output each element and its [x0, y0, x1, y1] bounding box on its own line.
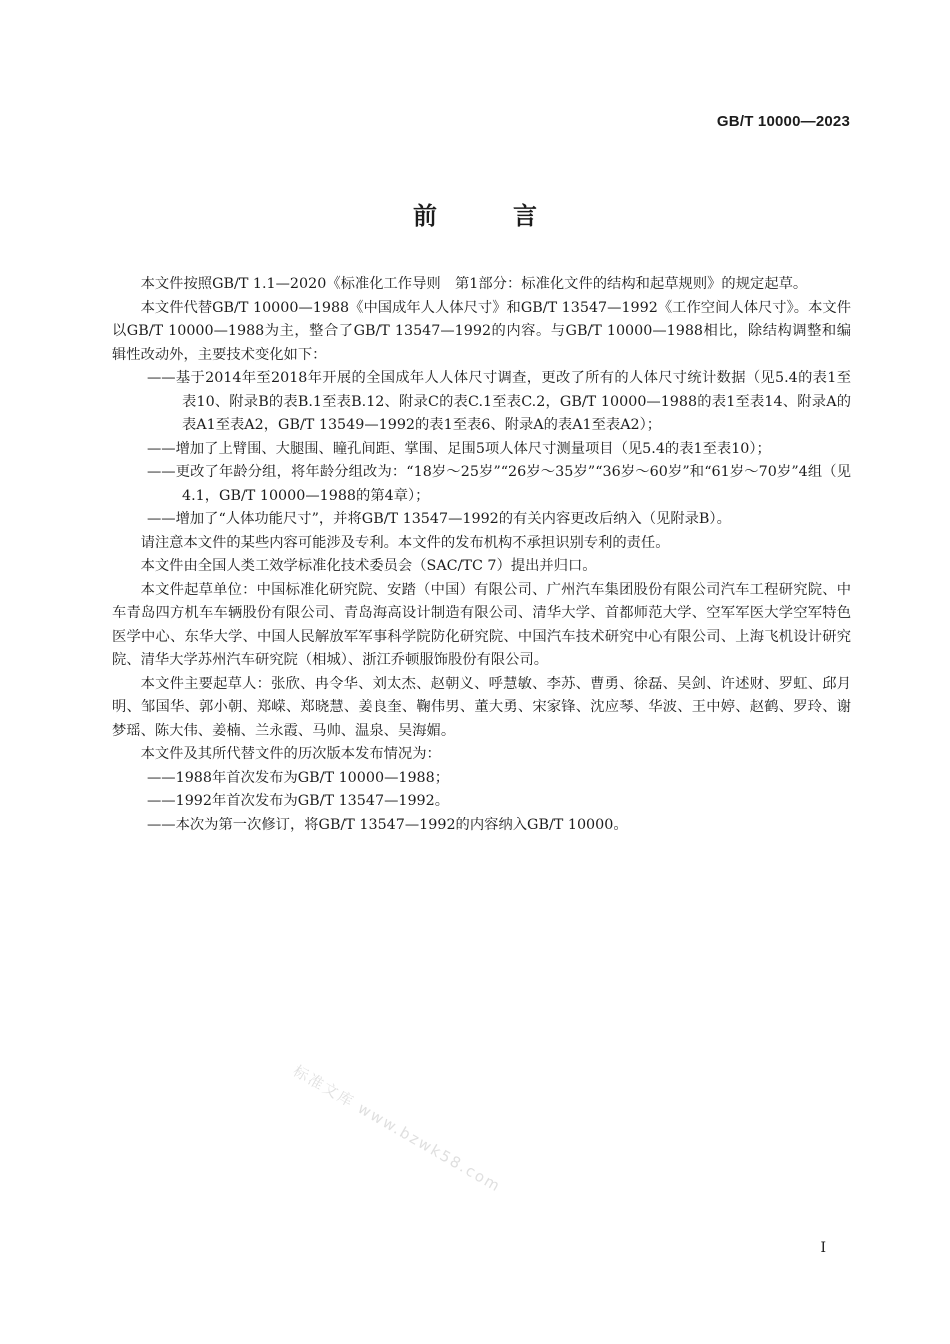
page-title: 前 言: [413, 201, 563, 230]
list-item: ——1992年首次发布为GB/T 13547—1992。: [147, 793, 450, 809]
paragraph: 本文件由全国人类工效学标准化技术委员会（SAC/TC 7）提出并归口。: [140, 558, 597, 574]
paragraph: 本文件及其所代替文件的历次版本发布情况为：: [140, 746, 441, 762]
page-number: I: [820, 1240, 826, 1256]
paragraph: 本文件起草单位：中国标准化研究院、安踏（中国）有限公司、广州汽车集团股份有限公司汽车工程研究院、中车青岛四方机车车辆股份有限公司、青岛海高设计制造有限公司、清华大学、首都师范大学、空军军医大学空军特色医学中心、东华大学、中国人民解放军军事科学院防化研究院、中国汽车技术研究中心有限公司、上海飞机设计研究院、清华大学苏州汽车研究院（相城）、浙江乔顿服饰股份有限公司。: [112, 581, 851, 668]
list-item: ——本次为第一次修订，将GB/T 13547—1992的内容纳入GB/T 10000。: [147, 816, 628, 833]
paragraph: 请注意本文件的某些内容可能涉及专利。本文件的发布机构不承担识别专利的责任。: [140, 534, 670, 551]
foreword-body: [112, 273, 851, 837]
list-item: ——基于2014年至2018年开展的全国成年人人体尺寸调查，更改了所有的人体尺寸统计数据（见5.4的表1至表10、附录B的表B.1至表B.12、附录C的表C.1至表C.2，GB/T 10000—1988的表1至表14、附录A的表A1至表A2，GB/T 13549—1992的表1至表6、附录A的表A1至表A2）；: [147, 370, 851, 433]
list-item: ——增加了上臂围、大腿围、瞳孔间距、掌围、足围5项人体尺寸测量项目（见5.4的表1至表10）；: [147, 440, 771, 457]
list-item: ——1988年首次发布为GB/T 10000—1988；: [147, 769, 450, 786]
paragraph: 本文件代替GB/T 10000—1988《中国成年人人体尺寸》和GB/T 13547—1992《工作空间人体尺寸》。本文件以GB/T 10000—1988为主，整合了GB/T 13547—1992的内容。与GB/T 10000—1988相比，除结构调整和编辑性改动外，主要技术变化如下：: [112, 299, 851, 363]
list-item: ——更改了年龄分组，将年龄分组改为：“18岁～25岁”“26岁～35岁”“36岁～60岁”和“61岁～70岁”4组（见4.1，GB/T 10000—1988的第4章）；: [147, 464, 851, 504]
paragraph: 本文件按照GB/T 1.1—2020《标准化工作导则 第1部分：标准化文件的结构和起草规则》的规定起草。: [140, 276, 808, 292]
paragraph: 本文件主要起草人：张欣、冉令华、刘太杰、赵朝义、呼慧敏、李苏、曹勇、徐磊、吴剑、许述财、罗虹、邱月明、邹国华、郭小朝、郑嵘、郑晓慧、姜良奎、鞠伟男、董大勇、宋家锋、沈应琴、华波、王中婷、赵鹤、罗玲、谢梦瑶、陈大伟、姜楠、兰永霞、马帅、温泉、吴海媚。: [112, 675, 851, 739]
standard-code: GB/T 10000—2023: [716, 113, 850, 130]
list-item: ——增加了“人体功能尺寸”，并将GB/T 13547—1992的有关内容更改后纳入（见附录B）。: [147, 511, 731, 527]
watermark: 标准文库 www.bzwk58.com: [290, 1061, 505, 1196]
